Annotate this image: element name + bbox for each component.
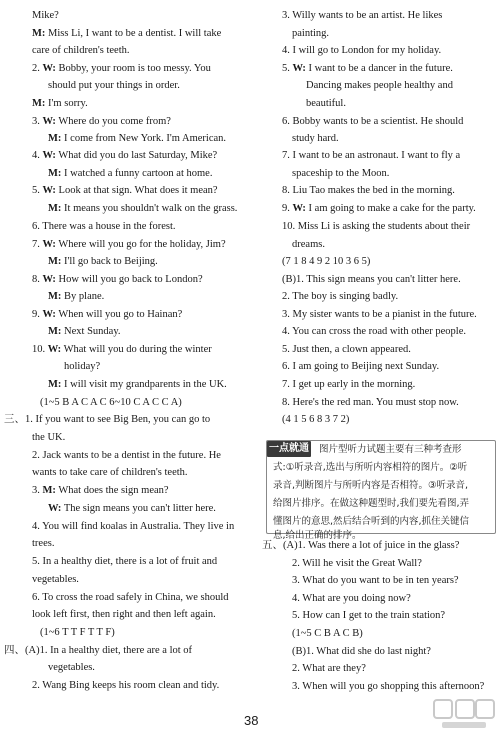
tip-line: 懂图片的意思,然后结合听到的内容,抓住关键信 xyxy=(273,516,470,527)
text-line: (4 1 5 6 8 3 7 2) xyxy=(282,414,350,425)
text-line: vegetables. xyxy=(32,574,79,585)
text-line: Mike? xyxy=(32,10,59,21)
text-line: M: I will visit my grandparents in the UK. xyxy=(48,379,227,390)
text-line: look left first, then right and then left again. xyxy=(32,609,216,620)
text-line: 5. In a healthy diet, there is a lot of fruit and xyxy=(32,556,218,567)
text-line: 4. I will go to London for my holiday. xyxy=(282,45,442,56)
text-line: 8. Here's the red man. You must stop now. xyxy=(282,397,459,408)
text-line: 四、(A)1. In a healthy diet, there are a lot of xyxy=(4,645,193,656)
text-line: 3. M: What does the sign mean? xyxy=(32,485,169,496)
text-line: dreams. xyxy=(292,239,325,250)
text-line: 6. To cross the road safely in China, we should xyxy=(32,592,229,603)
text-line: 5. W: I want to be a dancer in the future. xyxy=(282,63,453,74)
text-line: 五、(A)1. Was there a lot of juice in the glass? xyxy=(262,540,460,551)
text-line: 3. What do you want to be in ten years? xyxy=(292,575,459,586)
text-line: should put your things in order. xyxy=(48,80,180,91)
text-line: 6. There was a house in the forest. xyxy=(32,221,176,232)
tip-line: 图片型听力试题主要有三种考查形 xyxy=(319,444,462,455)
text-line: M: I watched a funny cartoon at home. xyxy=(48,168,213,179)
text-line: 3. When will you go shopping this afternoon? xyxy=(292,681,485,692)
text-line: M: I'll go back to Beijing. xyxy=(48,256,158,267)
text-line: 3. Willy wants to be an artist. He likes xyxy=(282,10,443,21)
text-line: M: Next Sunday. xyxy=(48,326,121,337)
text-line: 2. W: Bobby, your room is too messy. You xyxy=(32,63,211,74)
text-line: M: Miss Li, I want to be a dentist. I will take xyxy=(32,28,222,39)
text-line: trees. xyxy=(32,538,55,549)
text-line: (7 1 8 4 9 2 10 3 6 5) xyxy=(282,256,371,267)
text-line: (B)1. This sign means you can't litter here. xyxy=(282,274,461,285)
text-line: M: By plane. xyxy=(48,291,105,302)
text-line: 2. Wang Bing keeps his room clean and tidy. xyxy=(32,680,220,691)
text-line: 4. W: What did you do last Saturday, Mike? xyxy=(32,150,218,161)
text-line: 5. W: Look at that sign. What does it mean? xyxy=(32,185,218,196)
tip-line: 式:①听录音,选出与所听内容相符的图片。②听 xyxy=(273,462,468,473)
text-line: 10. W: What will you do during the winter xyxy=(32,344,212,355)
tip-line: 给图片排序。在做这种题型时,我们要先看图,弄 xyxy=(273,498,470,509)
text-line: W: The sign means you can't litter here. xyxy=(48,503,216,514)
text-line: 4. You can cross the road with other people. xyxy=(282,326,467,337)
text-line: 3. My sister wants to be a pianist in the future. xyxy=(282,309,477,320)
text-line: 4. You will find koalas in Australia. They live in xyxy=(32,521,235,532)
page-number: 38 xyxy=(244,713,259,728)
tip-box xyxy=(266,440,496,541)
text-line: M: It means you shouldn't walk on the grass. xyxy=(48,203,238,214)
text-line: wants to take care of children's teeth. xyxy=(32,467,188,478)
text-line: 7. W: Where will you go for the holiday, Jim? xyxy=(32,239,226,250)
text-line: holiday? xyxy=(64,361,101,372)
text-line: 9. W: When will you go to Hainan? xyxy=(32,309,183,320)
text-line: 2. What are they? xyxy=(292,663,366,674)
text-line: (1~5 B A C A C 6~10 C A C C A) xyxy=(40,397,182,408)
text-line: 7. I want to be an astronaut. I want to fly a xyxy=(282,150,461,161)
text-line: 8. Liu Tao makes the bed in the morning. xyxy=(282,185,455,196)
text-line: M: I come from New York. I'm American. xyxy=(48,133,227,144)
text-line: Dancing makes people healthy and xyxy=(306,80,453,91)
text-line: 4. What are you doing now? xyxy=(292,593,411,604)
text-line: study hard. xyxy=(292,133,339,144)
text-line: 2. The boy is singing badly. xyxy=(282,291,399,302)
text-line: 10. Miss Li is asking the students about their xyxy=(282,221,471,232)
text-line: 2. Jack wants to be a dentist in the future. He xyxy=(32,450,221,461)
text-line: 8. W: How will you go back to London? xyxy=(32,274,203,285)
text-line: care of children's teeth. xyxy=(32,45,130,56)
text-line: 2. Will he visit the Great Wall? xyxy=(292,558,422,569)
text-line: 7. I get up early in the morning. xyxy=(282,379,416,390)
text-line: (1~5 C B A C B) xyxy=(292,628,363,639)
text-line: the UK. xyxy=(32,432,66,443)
text-line: 5. How can I get to the train station? xyxy=(292,610,446,621)
text-line: vegetables. xyxy=(48,662,95,673)
tip-line: 录音,判断图片与所听内容是否相符。③听录音, xyxy=(273,480,469,491)
text-line: beautiful. xyxy=(306,98,346,109)
text-line: (1~6 T T F T T F) xyxy=(40,627,115,638)
text-line: (B)1. What did she do last night? xyxy=(292,646,431,657)
tip-tag: 一点就通 xyxy=(267,441,311,457)
text-line: 6. Bobby wants to be a scientist. He should xyxy=(282,116,464,127)
text-line: 6. I am going to Beijing next Sunday. xyxy=(282,361,440,372)
text-line: spaceship to the Moon. xyxy=(292,168,390,179)
watermark-logo xyxy=(432,696,496,732)
text-line: 3. W: Where do you come from? xyxy=(32,116,171,127)
text-line: 三、1. If you want to see Big Ben, you can go to xyxy=(4,414,211,425)
text-line: M: I'm sorry. xyxy=(32,98,88,109)
text-line: 9. W: I am going to make a cake for the party. xyxy=(282,203,476,214)
tip-line: 息,给出正确的排序。 xyxy=(273,530,362,541)
text-line: 5. Just then, a clown appeared. xyxy=(282,344,411,355)
text-line: painting. xyxy=(292,28,330,39)
